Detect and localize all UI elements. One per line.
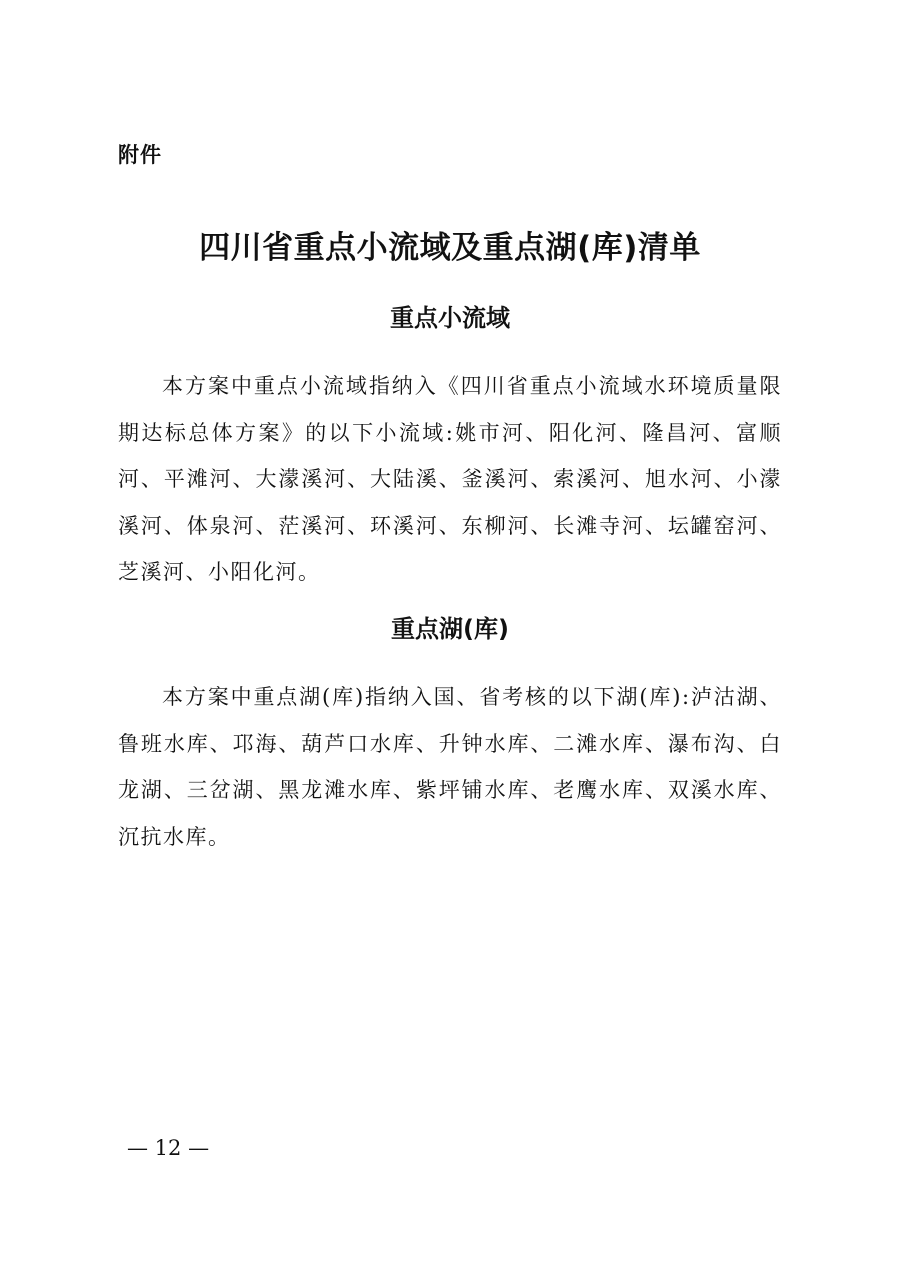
page-number: — 12 —	[127, 1136, 210, 1160]
attachment-label: 附件	[118, 143, 162, 167]
section-heading-key-lakes-reservoirs: 重点湖(库)	[391, 615, 509, 643]
section-paragraph-key-lakes-reservoirs: 本方案中重点湖(库)指纳入国、省考核的以下湖(库):泸沽湖、鲁班水库、邛海、葫芦口水库、升钟水库、二滩水库、瀑布沟、白龙湖、三岔湖、黑龙滩水库、紫坪铺水库、老鹰水库、双溪水库、沉抗水库。	[118, 685, 782, 849]
section-paragraph-key-small-watersheds: 本方案中重点小流域指纳入《四川省重点小流域水环境质量限期达标总体方案》的以下小流域:姚市河、阳化河、隆昌河、富顺河、平滩河、大濛溪河、大陆溪、釜溪河、索溪河、旭水河、小濛溪河、体泉河、茫溪河、环溪河、东柳河、长滩寺河、坛罐窑河、芝溪河、小阳化河。	[118, 374, 782, 584]
document-title: 四川省重点小流域及重点湖(库)清单	[199, 230, 701, 266]
section-heading-key-small-watersheds: 重点小流域	[390, 304, 510, 332]
